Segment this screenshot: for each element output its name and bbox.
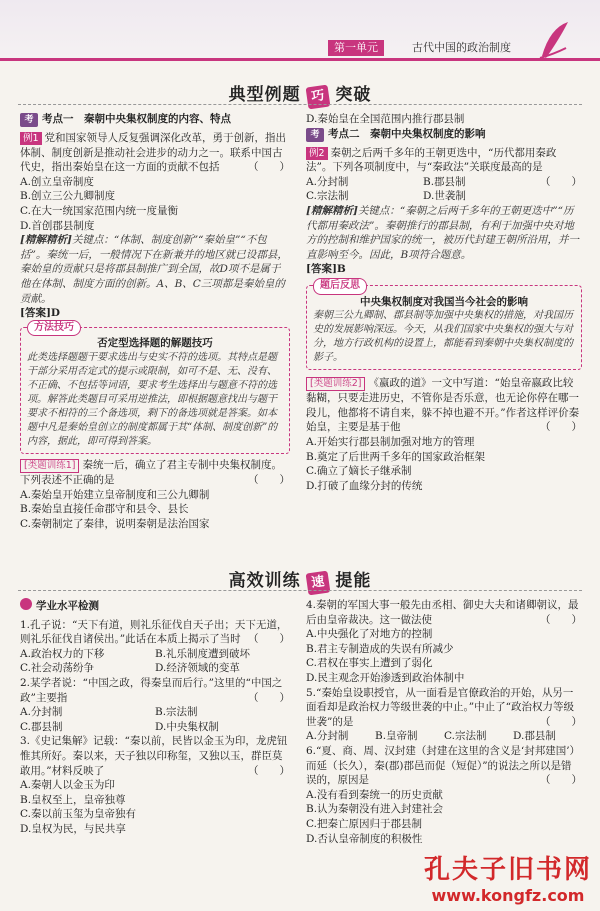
sub-heading-text: 学业水平检测: [36, 600, 99, 612]
option: A.分封制: [306, 175, 349, 188]
option: C.君权在事实上遭到了弱化: [306, 657, 433, 670]
analysis-2-text: 关键点：“秦朝之后两千多年的王朝更迭中”“历代都用秦政法”。秦朝推行的郡县制，有利于加强中央对地方的控制和维护国家的统一，被历代封建王朝所沿用，并一直影响至今。因此，B项符合题意。: [306, 204, 579, 261]
question-6: [306, 744, 582, 788]
example-1-tag: 例1: [20, 132, 42, 145]
answer-paren: （ ）: [540, 175, 582, 188]
question-4: [306, 598, 582, 627]
analysis-2: [306, 204, 582, 262]
answer-1: [答案]D: [20, 307, 61, 320]
option: D.经济领域的变革: [155, 662, 240, 675]
key-point-1-text: 考点一 秦朝中央集权制度的内容、特点: [42, 113, 231, 125]
example-2-tag: 例2: [306, 147, 328, 160]
answer-paren: （ ）: [248, 473, 290, 486]
question-1-text: 1.孔子说：“天下有道，则礼乐征伐自天子出；天下无道，则礼乐征伐自诸侯出。”此话在本质上揭示了当时: [20, 618, 288, 646]
option: B.礼乐制度遭到破坏: [155, 647, 251, 660]
option: C.确立了嫡长子继承制: [306, 465, 412, 478]
reflection-title: 中央集权制度对我国当今社会的影响: [360, 295, 528, 308]
option: A.分封制: [306, 730, 349, 743]
option: C.郡县制: [20, 720, 63, 733]
example-1-text: 党和国家领导人反复强调深化改革，勇于创新，指出体制、制度创新是推动社会进步的动力之一。联系中国古代史，指出秦始皇在这一方面的贡献不包括: [20, 132, 287, 174]
option: A.秦始皇开始建立皇帝制度和三公九卿制: [20, 488, 210, 501]
option: B.郡县制: [423, 175, 466, 188]
section-title-right: 提能: [335, 571, 372, 591]
option: D.打破了血缘分封的传统: [306, 479, 423, 492]
option: B.皇权至上，皇帝独尊: [20, 793, 126, 806]
question-2-text: 2.某学者说：“中国之政，得秦皇而后行。”这里的“中国之政”主要指: [20, 676, 283, 704]
answer-paren: （ ）: [248, 161, 290, 174]
answer-paren: （ ）: [540, 715, 582, 728]
answer-paren: （ ）: [248, 764, 290, 777]
reflection-box: [306, 279, 582, 370]
options-q2: [20, 705, 290, 734]
option: D.秦始皇在全国范围内推行郡县制: [306, 113, 465, 125]
key-point-2-text: 考点二 秦朝中央集权制度的影响: [328, 127, 486, 140]
section-title-right: 突破: [335, 85, 372, 105]
option: C.宗法制: [444, 730, 487, 743]
option: D.民主观念开始渗透到政治体制中: [306, 671, 465, 684]
option: D.中央集权制: [155, 720, 219, 733]
answer-paren: （ ）: [248, 633, 290, 646]
question-4-text: 4.秦朝的军国大事一般先由丞相、御史大夫和诸卿朝议，最后由皇帝裁决。这一做法使: [306, 599, 579, 626]
option: C.秦朝制定了秦律，说明秦朝是法治国家: [20, 517, 210, 530]
key-point-icon: 考: [306, 128, 324, 142]
question-6-text: 6.“夏、商、周、汉封建（封建在这里的含义是‘封邦建国’）而延（长久），秦(郡)郡邑而促（短促）”的说法之所以是错误的，原因是: [306, 744, 581, 787]
option: B.君主专制造成的失误有所减少: [306, 642, 454, 655]
option: B.认为秦朝没有进入封建社会: [306, 803, 444, 816]
analysis-tag: [精解精析]: [20, 234, 72, 247]
option: A.政治权力的下移: [20, 647, 105, 660]
example-2-text: 秦朝之后两千多年的王朝更迭中，“历代都用秦政法”。下列各项制度中，与“秦政法”关联度最高的是: [306, 146, 557, 174]
key-point-icon: 考: [20, 113, 38, 127]
question-5: [306, 686, 582, 730]
option: B.秦始皇直接任命郡守和县令、县长: [20, 503, 189, 516]
method-title: 否定型选择题的解题技巧: [97, 337, 213, 350]
option: D.皇权为民，与民共享: [20, 822, 126, 835]
options-2: [306, 175, 540, 204]
divider: [18, 104, 582, 105]
option: C.宗法制: [306, 190, 349, 203]
right-column: [306, 112, 582, 493]
option: B.奠定了后世两千多年的国家政治框架: [306, 450, 486, 463]
section-badge: 巧: [306, 85, 331, 110]
option: C.秦以前玉玺为皇帝独有: [20, 808, 136, 821]
section-title-left: 典型例题: [228, 85, 301, 105]
method-box: [20, 321, 290, 454]
option: A.创立皇帝制度: [20, 175, 94, 188]
reflection-label: 题后反思: [313, 278, 367, 295]
answer-paren: （ ）: [540, 421, 582, 434]
option: B.宗法制: [155, 706, 198, 719]
option: D.否认皇帝制度的积极性: [306, 832, 423, 845]
unit-title: 古代中国的政治制度: [412, 41, 511, 54]
analysis-1-text: 关键点：“体制、制度创新”“秦始皇”“不包括”。秦统一后，一般情况下在新兼并的地区就已设郡县，秦始皇的贡献只是将郡县制推广到全国，故D项不是属于他在体制、制度方面的创新。A、B、C三项都是秦始皇的贡献。: [20, 234, 288, 305]
options-q5: [306, 729, 582, 744]
option: B.创立三公九卿制度: [20, 190, 116, 203]
watermark-url: www.kongfz.com: [431, 886, 585, 905]
train-1-text: 秦统一后，确立了君主专制中央集权制度。下列表述不正确的是: [20, 458, 282, 486]
option: D.首创郡县制度: [20, 219, 95, 232]
sub-heading: [20, 598, 290, 614]
question-5-text: 5.“秦始皇设职授官，从一面看是官僚政治的开始，从另一面看却是政治权力等级世袭的中止。”中止了“政治权力等级世袭”的是: [306, 686, 574, 728]
option: A.秦朝人以金玉为印: [20, 779, 115, 792]
answer-paren: （ ）: [540, 613, 582, 626]
option: A.没有看到秦统一的历史贡献: [306, 788, 443, 801]
question-3-text: 3.《史记集解》记载：“秦以前，民皆以金玉为印，龙虎钮惟其所好。秦以来，天子独以印称玺，又独以玉，群臣莫敢用。”材料反映了: [20, 735, 288, 777]
answer-paren: （ ）: [540, 774, 582, 787]
option: A.开始实行郡县制加强对地方的管理: [306, 435, 475, 448]
pen-icon: [536, 18, 572, 60]
bottom-right-column: [306, 598, 582, 846]
option: B.皇帝制: [375, 730, 418, 743]
option: A.中央强化了对地方的控制: [306, 628, 433, 641]
key-point-1: [20, 112, 290, 127]
train-2-text: 《嬴政的道》一文中写道：“始皇帝嬴政比较黏糊，只要走进历史，不管你是否乐意，也无论你停在哪一段儿，他都将不请自来，躲不掉也避不开。”作者这样评价秦始皇，主要是基于他: [306, 377, 580, 434]
train-1: [20, 458, 290, 488]
divider: [18, 590, 582, 591]
option: D.郡县制: [513, 730, 556, 743]
left-column: [20, 112, 290, 531]
unit-label: 第一单元: [328, 40, 384, 56]
section-badge: 速: [306, 571, 331, 596]
train-2-tag: [类题训练2]: [306, 377, 365, 391]
option: A.分封制: [20, 706, 63, 719]
method-text: 此类选择题题干要求选出与史实不符的选项。其特点是题干部分采用否定式的提示或限制，如可不是、无、没有、不正确、不包括等词语，要求考生选择出与题意不符的选项。解答此类题目可采用逆推法，即根据题意找出与题干要求不相符的三个备选项，剩下的备选项就是答案。如本题中凡是秦始皇创立的制度都属于其“体制、制度创新”的内容，据此，即可得到答案。: [27, 351, 278, 447]
question-2: [20, 676, 290, 705]
reflection-text: 秦朝三公九卿制、郡县制等加强中央集权的措施，对我国历史的发展影响深远。今天，从我们国家中央集权的强大与对分，地方行政机构的设置上，都能看到秦朝中央集权制度的影子。: [313, 310, 573, 364]
clock-icon: [20, 598, 32, 610]
options-q1: [20, 647, 290, 676]
watermark-title: 孔夫子旧书网: [423, 855, 592, 885]
train-1-tag: [类题训练1]: [20, 459, 79, 473]
analysis-tag: [精解精析]: [306, 204, 358, 217]
example-1: [20, 131, 290, 175]
watermark: [424, 849, 592, 905]
answer-paren: （ ）: [248, 691, 290, 704]
method-label: 方法技巧: [27, 320, 81, 337]
analysis-1: [20, 233, 290, 306]
option: D.世袭制: [423, 190, 466, 203]
question-1: [20, 618, 290, 647]
option: C.在大一统国家范围内统一度量衡: [20, 204, 178, 217]
key-point-2: [306, 127, 582, 142]
option: C.把秦亡原因归于郡县制: [306, 817, 422, 830]
section-title-left: 高效训练: [228, 571, 301, 591]
question-3: [20, 734, 290, 778]
answer-2: [答案]B: [306, 263, 346, 276]
option: C.社会动荡纷争: [20, 662, 94, 675]
train-2: [306, 376, 582, 435]
bottom-left-column: [20, 598, 290, 837]
